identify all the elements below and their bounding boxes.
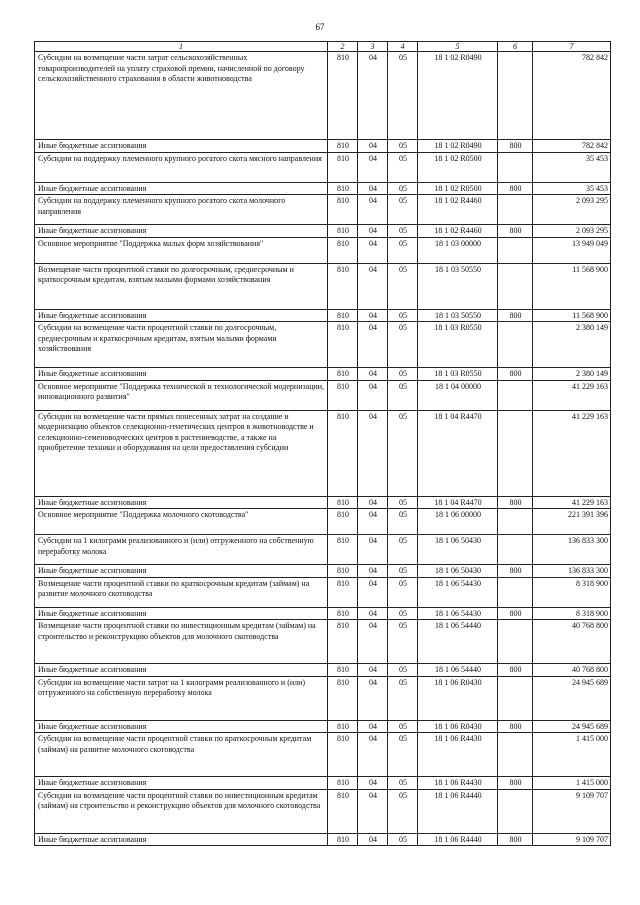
row-code-target: 18 1 02 R0490 xyxy=(418,140,498,153)
row-name: Иные бюджетные ассигнования xyxy=(35,368,328,381)
row-code-ministry: 810 xyxy=(328,577,358,607)
table-row xyxy=(35,535,611,565)
table-row xyxy=(35,607,611,620)
row-code-ministry: 810 xyxy=(328,263,358,309)
row-code-expense-type xyxy=(498,733,533,777)
table-row xyxy=(35,322,611,368)
table-row xyxy=(35,263,611,309)
row-code-section: 04 xyxy=(358,620,388,664)
table-row xyxy=(35,496,611,509)
row-code-ministry: 810 xyxy=(328,309,358,322)
row-code-section: 04 xyxy=(358,565,388,578)
row-amount: 8 318 900 xyxy=(533,577,611,607)
row-code-subsection: 05 xyxy=(388,535,418,565)
table-row xyxy=(35,380,611,410)
row-code-ministry: 810 xyxy=(328,789,358,833)
row-code-subsection: 05 xyxy=(388,195,418,225)
row-code-target: 18 1 06 50430 xyxy=(418,565,498,578)
row-amount: 1 415 000 xyxy=(533,777,611,790)
row-code-ministry: 810 xyxy=(328,620,358,664)
row-name: Субсидии на возмещение части затрат на 1 килограмм реализованного и (или) отгруженного на собственную переработку молока xyxy=(35,676,328,720)
row-code-ministry: 810 xyxy=(328,565,358,578)
table-row xyxy=(35,152,611,182)
row-name: Иные бюджетные ассигнования xyxy=(35,777,328,790)
row-amount: 782 842 xyxy=(533,140,611,153)
row-code-ministry: 810 xyxy=(328,676,358,720)
row-code-section: 04 xyxy=(358,309,388,322)
row-name: Субсидии на 1 килограмм реализованного и (или) отгруженного на собственную переработку молока xyxy=(35,535,328,565)
row-code-section: 04 xyxy=(358,676,388,720)
row-code-expense-type: 800 xyxy=(498,496,533,509)
row-name: Субсидии на поддержку племенного крупного рогатого скота мясного направления xyxy=(35,152,328,182)
row-code-expense-type xyxy=(498,410,533,496)
row-code-section: 04 xyxy=(358,237,388,263)
row-code-expense-type xyxy=(498,789,533,833)
row-code-subsection: 05 xyxy=(388,509,418,535)
page-number: 67 xyxy=(315,22,325,32)
row-code-subsection: 05 xyxy=(388,410,418,496)
row-amount: 8 318 900 xyxy=(533,607,611,620)
row-code-ministry: 810 xyxy=(328,720,358,733)
row-name: Субсидии на поддержку племенного крупного рогатого скота молочного направления xyxy=(35,195,328,225)
row-code-section: 04 xyxy=(358,52,388,140)
header-cell: 6 xyxy=(498,42,533,52)
row-code-target: 18 1 06 R4430 xyxy=(418,777,498,790)
row-code-target: 18 1 03 50550 xyxy=(418,309,498,322)
row-code-section: 04 xyxy=(358,140,388,153)
table-row xyxy=(35,720,611,733)
row-code-ministry: 810 xyxy=(328,777,358,790)
row-amount: 136 833 300 xyxy=(533,535,611,565)
row-code-subsection: 05 xyxy=(388,263,418,309)
row-amount: 2 380 149 xyxy=(533,368,611,381)
row-code-target: 18 1 06 R4440 xyxy=(418,833,498,846)
row-name: Иные бюджетные ассигнования xyxy=(35,309,328,322)
row-code-section: 04 xyxy=(358,607,388,620)
row-amount: 40 768 800 xyxy=(533,620,611,664)
row-code-expense-type xyxy=(498,676,533,720)
table-row xyxy=(35,195,611,225)
row-code-expense-type xyxy=(498,195,533,225)
row-code-expense-type xyxy=(498,577,533,607)
row-code-ministry: 810 xyxy=(328,368,358,381)
row-code-section: 04 xyxy=(358,380,388,410)
row-code-section: 04 xyxy=(358,664,388,677)
row-code-subsection: 05 xyxy=(388,676,418,720)
row-code-section: 04 xyxy=(358,509,388,535)
row-code-target: 18 1 04 R4470 xyxy=(418,410,498,496)
table-row xyxy=(35,664,611,677)
row-code-expense-type xyxy=(498,509,533,535)
row-amount: 2 093 295 xyxy=(533,225,611,238)
row-amount: 136 833 300 xyxy=(533,565,611,578)
row-code-ministry: 810 xyxy=(328,182,358,195)
row-code-section: 04 xyxy=(358,777,388,790)
header-cell: 4 xyxy=(388,42,418,52)
row-code-target: 18 1 03 R0550 xyxy=(418,368,498,381)
row-code-ministry: 810 xyxy=(328,237,358,263)
table-row xyxy=(35,777,611,790)
row-code-expense-type xyxy=(498,152,533,182)
row-code-target: 18 1 04 R4470 xyxy=(418,496,498,509)
row-name: Субсидии на возмещение части процентной ставки по краткосрочным кредитам (займам) на развитие молочного скотоводства xyxy=(35,733,328,777)
row-code-target: 18 1 06 R4430 xyxy=(418,733,498,777)
row-code-ministry: 810 xyxy=(328,833,358,846)
row-amount: 40 768 800 xyxy=(533,664,611,677)
table-row xyxy=(35,182,611,195)
row-code-section: 04 xyxy=(358,496,388,509)
row-code-subsection: 05 xyxy=(388,380,418,410)
row-code-expense-type xyxy=(498,237,533,263)
row-code-expense-type: 800 xyxy=(498,664,533,677)
row-code-section: 04 xyxy=(358,789,388,833)
row-code-expense-type xyxy=(498,52,533,140)
row-name: Иные бюджетные ассигнования xyxy=(35,496,328,509)
row-code-subsection: 05 xyxy=(388,833,418,846)
row-code-subsection: 05 xyxy=(388,733,418,777)
row-code-section: 04 xyxy=(358,182,388,195)
row-code-subsection: 05 xyxy=(388,182,418,195)
row-name: Субсидии на возмещение части прямых понесенных затрат на создание и модернизацию объектов селекционно-генетических центров в животноводстве и селекционно-семеноводческих центров в растениеводстве, а также на приобретение техники и оборудования на цели предоставления субсидии xyxy=(35,410,328,496)
header-cell: 1 xyxy=(35,42,328,52)
row-name: Субсидии на возмещение части затрат сельскохозяйственных товаропроизводителей на уплату страховой премии, начисленной по договору сельскохозяйственного страхования в области животноводства xyxy=(35,52,328,140)
row-name: Субсидии на возмещение части процентной ставки по долгосрочным, среднесрочным и краткосрочным кредитам, взятым малыми формами хозяйствования xyxy=(35,322,328,368)
row-code-target: 18 1 06 54430 xyxy=(418,577,498,607)
row-code-target: 18 1 06 R4440 xyxy=(418,789,498,833)
row-code-subsection: 05 xyxy=(388,152,418,182)
row-code-section: 04 xyxy=(358,322,388,368)
row-code-section: 04 xyxy=(358,152,388,182)
header-cell: 2 xyxy=(328,42,358,52)
row-code-subsection: 05 xyxy=(388,577,418,607)
row-code-target: 18 1 03 00000 xyxy=(418,237,498,263)
row-code-subsection: 05 xyxy=(388,789,418,833)
table-header-row xyxy=(35,42,611,52)
row-code-ministry: 810 xyxy=(328,664,358,677)
row-name: Иные бюджетные ассигнования xyxy=(35,833,328,846)
row-code-target: 18 1 06 00000 xyxy=(418,509,498,535)
row-code-expense-type: 800 xyxy=(498,565,533,578)
row-code-subsection: 05 xyxy=(388,720,418,733)
row-name: Возмещение части процентной ставки по краткосрочным кредитам (займам) на развитие молочного скотоводства xyxy=(35,577,328,607)
row-code-section: 04 xyxy=(358,410,388,496)
header-cell: 7 xyxy=(533,42,611,52)
row-amount: 9 109 707 xyxy=(533,833,611,846)
row-amount: 41 229 163 xyxy=(533,410,611,496)
row-code-subsection: 05 xyxy=(388,225,418,238)
row-amount: 11 568 900 xyxy=(533,263,611,309)
row-code-expense-type: 800 xyxy=(498,607,533,620)
row-name: Возмещение части процентной ставки по инвестиционным кредитам (займам) на строительство и реконструкцию объектов для молочного скотоводства xyxy=(35,620,328,664)
row-amount: 221 391 396 xyxy=(533,509,611,535)
table-row xyxy=(35,509,611,535)
row-code-subsection: 05 xyxy=(388,565,418,578)
row-code-target: 18 1 06 54440 xyxy=(418,620,498,664)
table-row xyxy=(35,410,611,496)
table-row xyxy=(35,577,611,607)
row-code-subsection: 05 xyxy=(388,237,418,263)
row-code-subsection: 05 xyxy=(388,322,418,368)
row-code-expense-type xyxy=(498,535,533,565)
table-row xyxy=(35,789,611,833)
table-row xyxy=(35,565,611,578)
row-name: Иные бюджетные ассигнования xyxy=(35,225,328,238)
row-code-ministry: 810 xyxy=(328,509,358,535)
row-name: Основное мероприятие "Поддержка малых форм хозяйствования" xyxy=(35,237,328,263)
row-amount: 41 229 163 xyxy=(533,496,611,509)
row-code-expense-type: 800 xyxy=(498,309,533,322)
row-code-expense-type: 800 xyxy=(498,182,533,195)
row-code-target: 18 1 04 00000 xyxy=(418,380,498,410)
header-cell: 5 xyxy=(418,42,498,52)
row-code-ministry: 810 xyxy=(328,52,358,140)
row-code-expense-type xyxy=(498,322,533,368)
row-code-target: 18 1 02 R4460 xyxy=(418,195,498,225)
row-name: Иные бюджетные ассигнования xyxy=(35,182,328,195)
row-code-ministry: 810 xyxy=(328,195,358,225)
table-row xyxy=(35,309,611,322)
row-name: Иные бюджетные ассигнования xyxy=(35,140,328,153)
row-amount: 35 453 xyxy=(533,152,611,182)
row-code-subsection: 05 xyxy=(388,140,418,153)
row-amount: 35 453 xyxy=(533,182,611,195)
row-code-target: 18 1 06 R0430 xyxy=(418,676,498,720)
row-amount: 2 380 149 xyxy=(533,322,611,368)
row-code-expense-type xyxy=(498,263,533,309)
budget-table-body xyxy=(35,42,611,846)
row-name: Субсидии на возмещение части процентной ставки по инвестиционным кредитам (займам) на строительство и реконструкцию объектов для молочного скотоводства xyxy=(35,789,328,833)
row-name: Иные бюджетные ассигнования xyxy=(35,720,328,733)
row-amount: 9 109 707 xyxy=(533,789,611,833)
row-code-target: 18 1 02 R0490 xyxy=(418,52,498,140)
row-code-target: 18 1 03 50550 xyxy=(418,263,498,309)
row-code-subsection: 05 xyxy=(388,664,418,677)
row-amount: 11 568 900 xyxy=(533,309,611,322)
table-row xyxy=(35,52,611,140)
row-code-ministry: 810 xyxy=(328,535,358,565)
row-code-section: 04 xyxy=(358,195,388,225)
row-code-expense-type: 800 xyxy=(498,225,533,238)
table-row xyxy=(35,833,611,846)
budget-table xyxy=(34,41,611,846)
header-cell: 3 xyxy=(358,42,388,52)
row-name: Основное мероприятие "Поддержка технической и технологической модернизации, инновационного развития" xyxy=(35,380,328,410)
table-row xyxy=(35,368,611,381)
row-code-target: 18 1 06 54430 xyxy=(418,607,498,620)
row-code-section: 04 xyxy=(358,368,388,381)
row-amount: 24 945 689 xyxy=(533,720,611,733)
row-code-section: 04 xyxy=(358,535,388,565)
row-code-target: 18 1 06 50430 xyxy=(418,535,498,565)
row-code-subsection: 05 xyxy=(388,620,418,664)
table-row xyxy=(35,676,611,720)
row-code-section: 04 xyxy=(358,263,388,309)
row-code-target: 18 1 02 R0500 xyxy=(418,152,498,182)
row-code-subsection: 05 xyxy=(388,368,418,381)
row-name: Основное мероприятие "Поддержка молочного скотоводства" xyxy=(35,509,328,535)
row-code-target: 18 1 06 R0430 xyxy=(418,720,498,733)
row-name: Иные бюджетные ассигнования xyxy=(35,565,328,578)
row-code-expense-type: 800 xyxy=(498,833,533,846)
row-amount: 41 229 163 xyxy=(533,380,611,410)
row-code-subsection: 05 xyxy=(388,52,418,140)
row-name: Иные бюджетные ассигнования xyxy=(35,607,328,620)
row-code-target: 18 1 03 R0550 xyxy=(418,322,498,368)
row-code-expense-type: 800 xyxy=(498,140,533,153)
row-code-ministry: 810 xyxy=(328,733,358,777)
row-code-target: 18 1 06 54440 xyxy=(418,664,498,677)
row-code-subsection: 05 xyxy=(388,309,418,322)
row-code-expense-type: 800 xyxy=(498,720,533,733)
row-code-ministry: 810 xyxy=(328,140,358,153)
row-code-subsection: 05 xyxy=(388,607,418,620)
row-name: Возмещение части процентной ставки по долгосрочным, среднесрочным и краткосрочным кредитам, взятым малыми формами хозяйствования xyxy=(35,263,328,309)
table-row xyxy=(35,237,611,263)
row-code-ministry: 810 xyxy=(328,322,358,368)
table-row xyxy=(35,225,611,238)
row-amount: 782 842 xyxy=(533,52,611,140)
row-code-target: 18 1 02 R4460 xyxy=(418,225,498,238)
row-code-expense-type: 800 xyxy=(498,368,533,381)
table-row xyxy=(35,620,611,664)
row-code-section: 04 xyxy=(358,225,388,238)
row-code-ministry: 810 xyxy=(328,410,358,496)
table-row xyxy=(35,140,611,153)
row-amount: 13 949 049 xyxy=(533,237,611,263)
row-code-ministry: 810 xyxy=(328,607,358,620)
row-code-ministry: 810 xyxy=(328,496,358,509)
row-code-expense-type xyxy=(498,380,533,410)
row-code-subsection: 05 xyxy=(388,777,418,790)
table-row xyxy=(35,733,611,777)
row-code-subsection: 05 xyxy=(388,496,418,509)
row-code-section: 04 xyxy=(358,733,388,777)
row-name: Иные бюджетные ассигнования xyxy=(35,664,328,677)
row-code-expense-type: 800 xyxy=(498,777,533,790)
row-code-ministry: 810 xyxy=(328,225,358,238)
row-code-ministry: 810 xyxy=(328,380,358,410)
row-code-ministry: 810 xyxy=(328,152,358,182)
row-amount: 24 945 689 xyxy=(533,676,611,720)
row-code-section: 04 xyxy=(358,720,388,733)
row-amount: 1 415 000 xyxy=(533,733,611,777)
row-code-section: 04 xyxy=(358,577,388,607)
row-code-target: 18 1 02 R0500 xyxy=(418,182,498,195)
row-code-section: 04 xyxy=(358,833,388,846)
row-code-expense-type xyxy=(498,620,533,664)
row-amount: 2 093 295 xyxy=(533,195,611,225)
